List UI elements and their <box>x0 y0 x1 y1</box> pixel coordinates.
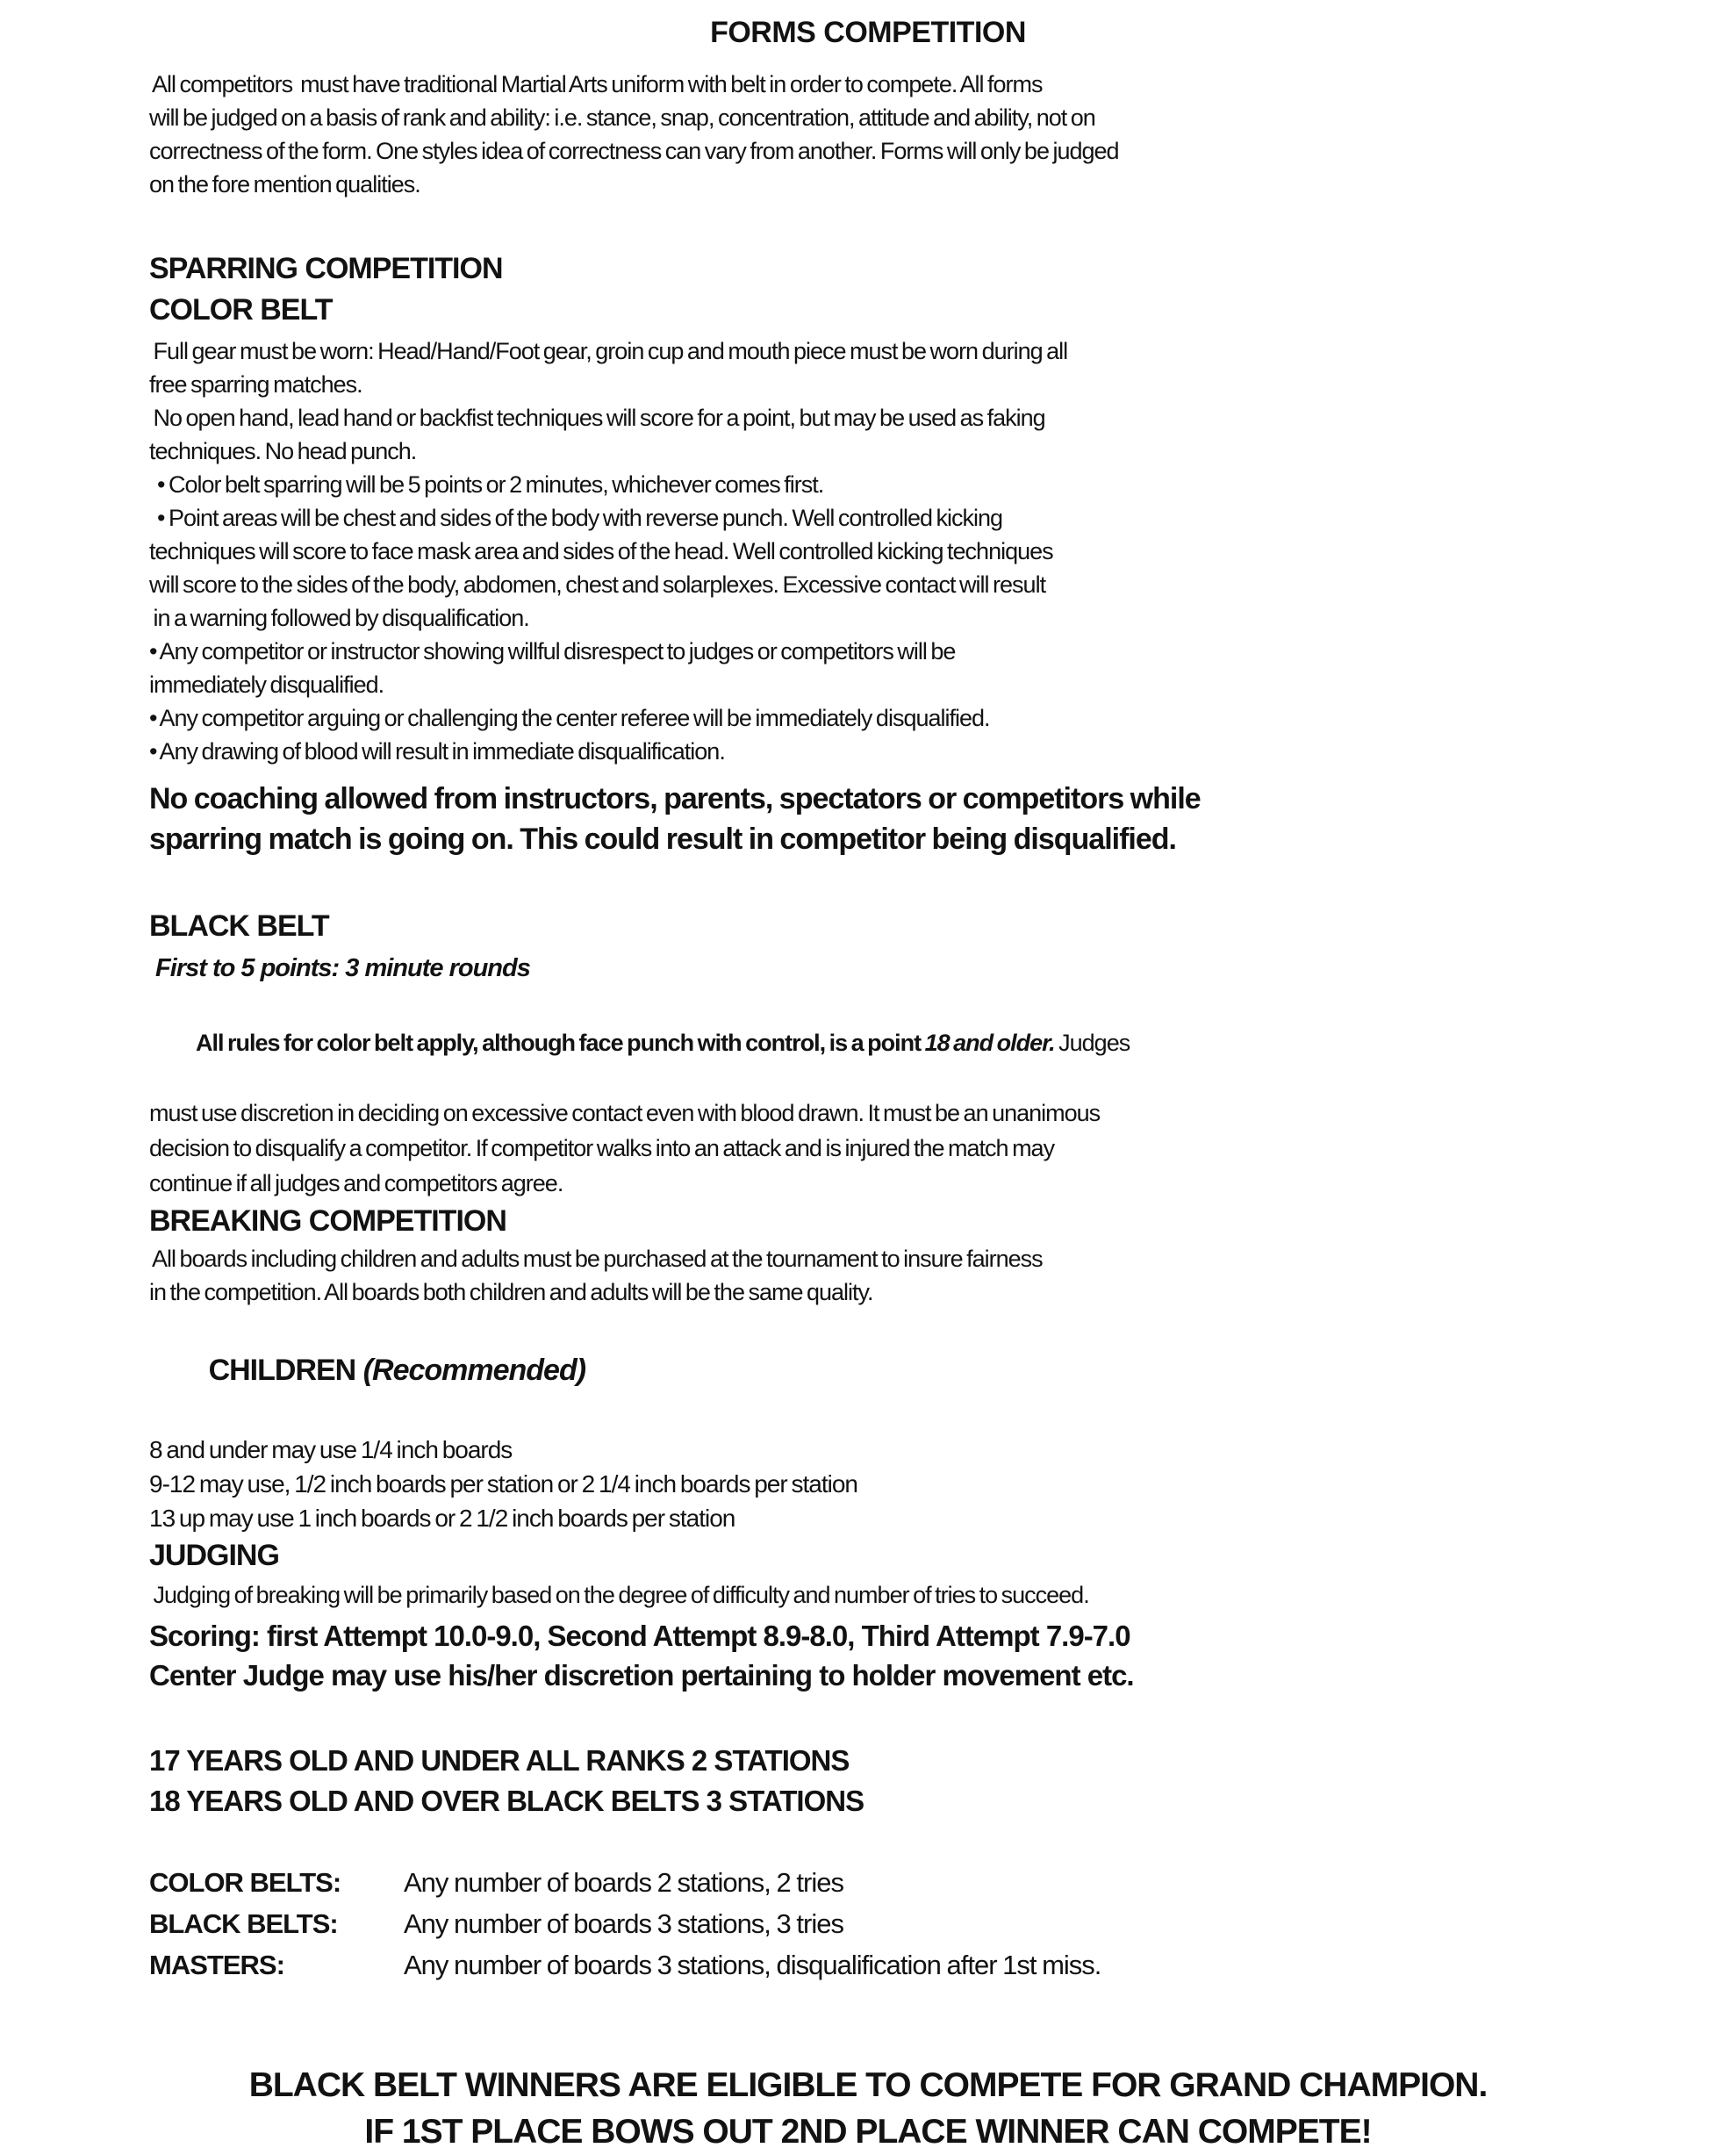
table-row <box>149 1944 1736 1986</box>
text-line: 18 YEARS OLD AND OVER BLACK BELTS 3 STATIONS <box>149 1785 864 1817</box>
breaking-competition-header: BREAKING COMPETITION <box>149 1204 506 1238</box>
black-belt-section <box>149 906 1736 1201</box>
color-belt-subheader: COLOR BELT <box>149 293 333 327</box>
children-board-rules <box>149 1433 1736 1535</box>
text-line: Center Judge may use his/her discretion pertaining to holder movement etc. <box>149 1659 1134 1692</box>
text-line: 9-12 may use, 1/2 inch boards per station or 2 1/4 inch boards per station <box>149 1470 857 1498</box>
belt-row-label: MASTERS: <box>149 1950 284 1980</box>
breaking-intro-paragraph <box>149 1242 1736 1309</box>
belt-row-label: BLACK BELTS: <box>149 1908 338 1939</box>
text-line: will be judged on a basis of rank and ability: i.e. stance, snap, concentration, attitude and ability, not on <box>149 104 1095 131</box>
text-line: free sparring matches. <box>149 371 362 398</box>
text-line: sparring match is going on. This could result in competitor being disqualified. <box>149 822 1176 856</box>
text-line: will score to the sides of the body, abdomen, chest and solarplexes. Excessive contact will result <box>149 571 1046 598</box>
document-content <box>149 68 1736 1986</box>
black-belt-header: BLACK BELT <box>149 909 329 943</box>
table-row <box>149 1862 1736 1903</box>
rules-bold-segment: All rules for color belt apply, although face punch with control, is a point <box>189 1030 925 1056</box>
text-line: techniques. No head punch. <box>149 438 417 464</box>
judging-header: JUDGING <box>149 1539 279 1572</box>
text-line: continue if all judges and competitors agree. <box>149 1170 563 1196</box>
belt-row-label: COLOR BELTS: <box>149 1867 341 1898</box>
text-line: 13 up may use 1 inch boards or 2 1/2 inch boards per station <box>149 1505 735 1532</box>
text-line: No open hand, lead hand or backfist techniques will score for a point, but may be used as faking <box>149 405 1045 431</box>
text-line: decision to disqualify a competitor. If competitor walks into an attack and is injured the match may <box>149 1135 1055 1161</box>
text-line: All competitors must have traditional Martial Arts uniform with belt in order to compete. All forms <box>149 71 1043 97</box>
text-line: • Color belt sparring will be 5 points or 2 minutes, whichever comes first. <box>149 471 824 498</box>
sparring-section <box>149 248 1736 859</box>
rules-regular-segment: Judges <box>1054 1030 1130 1056</box>
text-line: BLACK BELT WINNERS ARE ELIGIBLE TO COMPETE FOR GRAND CHAMPION. <box>248 2066 1488 2104</box>
text-line: 17 YEARS OLD AND UNDER ALL RANKS 2 STATIONS <box>149 1744 850 1777</box>
belt-row-value: Any number of boards 3 stations, disqualification after 1st miss. <box>404 1950 1101 1980</box>
text-line: on the fore mention qualities. <box>149 171 420 198</box>
scoring-lines <box>149 1616 1736 1695</box>
children-header-label: CHILDREN <box>208 1354 363 1387</box>
text-line: in a warning followed by disqualification. <box>149 605 529 631</box>
text-line: • Any drawing of blood will result in immediate disqualification. <box>149 738 725 765</box>
black-belt-format-line: First to 5 points: 3 minute rounds <box>149 954 530 982</box>
text-line: All boards including children and adults must be purchased at the tournament to insure fairness <box>149 1246 1043 1272</box>
black-belt-rules-paragraph <box>149 990 1736 1201</box>
text-line: correctness of the form. One styles idea of correctness can vary from another. Forms will only be judged <box>149 138 1119 164</box>
text-line: • Point areas will be chest and sides of the body with reverse punch. Well controlled kicking <box>149 505 1003 531</box>
belt-row-value: Any number of boards 2 stations, 2 tries <box>404 1867 843 1898</box>
color-belt-rules-paragraph <box>149 334 1736 768</box>
text-line: No coaching allowed from instructors, parents, spectators or competitors while <box>149 782 1201 815</box>
belt-row-value: Any number of boards 3 stations, 3 tries <box>404 1908 843 1939</box>
forms-intro-paragraph <box>149 68 1736 201</box>
children-recommended-note: (Recommended) <box>362 1354 586 1387</box>
text-line: immediately disqualified. <box>149 672 384 698</box>
children-header <box>149 1309 1736 1433</box>
black-belt-rules-lines <box>149 1095 1736 1201</box>
no-coaching-notice <box>149 779 1736 859</box>
text-line: Scoring: first Attempt 10.0-9.0, Second Attempt 8.9-8.0, Third Attempt 7.9-7.0 <box>149 1620 1130 1652</box>
text-line: must use discretion in deciding on excessive contact even with blood drawn. It must be an unanimous <box>149 1100 1101 1126</box>
text-line: Full gear must be worn: Head/Hand/Foot gear, groin cup and mouth piece must be worn during all <box>149 338 1068 364</box>
text-line: • Any competitor or instructor showing willful disrespect to judges or competitors will be <box>149 638 956 664</box>
judging-description-line: Judging of breaking will be primarily based on the degree of difficulty and number of tries to succeed. <box>149 1582 1089 1608</box>
grand-champion-notice <box>0 2062 1736 2155</box>
table-row <box>149 1903 1736 1944</box>
sparring-competition-header: SPARRING COMPETITION <box>149 252 503 285</box>
text-line: techniques will score to face mask area and sides of the head. Well controlled kicking techniques <box>149 538 1053 564</box>
breaking-section <box>149 1201 1736 1695</box>
rules-bold-italic-segment: 18 and older. <box>924 1030 1055 1056</box>
text-line: • Any competitor arguing or challenging the center referee will be immediately disqualified. <box>149 705 990 731</box>
text-line: 8 and under may use 1/4 inch boards <box>149 1436 513 1463</box>
belt-tries-table <box>149 1862 1736 1986</box>
black-belt-rules-line-1 <box>149 990 1736 1095</box>
page-title: FORMS COMPETITION <box>710 16 1026 49</box>
text-line: IF 1ST PLACE BOWS OUT 2ND PLACE WINNER CAN COMPETE! <box>364 2113 1372 2151</box>
stations-section <box>149 1741 1736 1821</box>
text-line: in the competition. All boards both children and adults will be the same quality. <box>149 1279 873 1305</box>
